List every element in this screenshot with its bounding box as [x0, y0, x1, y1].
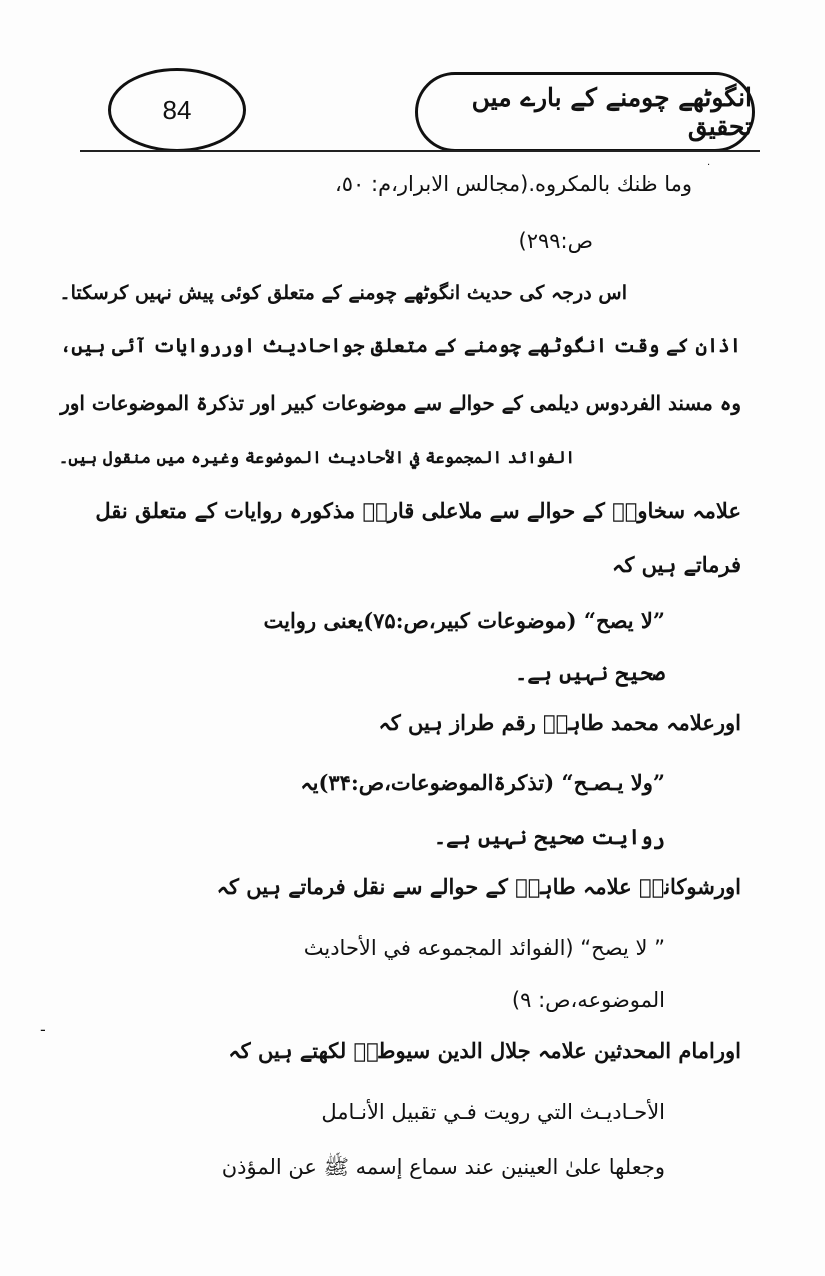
stray-dot: · [707, 160, 711, 171]
text-line: اورامام المحدثین علامہ جلال الدین سیوطیؒ لکھتے ہیں کہ [228, 1038, 741, 1063]
text-line: علامہ سخاویؒ کے حوالے سے ملاعلی قاریؒ مذکورہ روایات کے متعلق نقل [95, 498, 741, 523]
text-line: روایت صحیح نہیں ہے۔ [433, 824, 665, 849]
text-line: فرماتے ہیں کہ [612, 552, 741, 577]
text-line: ”لا یصح“ (موضوعات کبیر،ص:٧۵)یعنی روایت [263, 608, 665, 633]
text-line: صحیح نہیں ہے۔ [515, 660, 665, 685]
page-number: 84 [108, 68, 246, 152]
text-line: الموضوعه،ص: ٩) [511, 988, 665, 1012]
text-line: وجعلها علىٰ العينين عند سماع إسمه ﷺ عن المؤذن [221, 1155, 665, 1179]
text-line: الفوائد المجموعة في الأحاديث الموضوعة وغیرہ میں منقول ہیں۔ [58, 448, 575, 467]
text-line: وما ظنك بالمكروه.(مجالس الابرار،م: ٥٠، [334, 172, 692, 196]
text-line: اورشوکانیؒ علامہ طاہرؒ کے حوالے سے نقل فرماتے ہیں کہ [216, 874, 741, 899]
text-line: اذان کے وقت انگوٹھے چومنے کے متعلق جواحادیث اورروایات آئی ہیں، [59, 334, 741, 357]
running-title: انگوٹھے چومنے کے بارے میں تحقیق [415, 72, 755, 152]
text-line: ”ولا یـصـح“ (تذکرۃالموضوعات،ص:٣۴)یہ [300, 770, 665, 795]
text-line: ” لا يصح“ (الفوائد المجموعه في الأحاديث [303, 936, 665, 960]
text-line: وہ مسند الفردوس دیلمی کے حوالے سے موضوعات کبیر اور تذکرۃ الموضوعات اور [60, 391, 741, 415]
text-line: ص:٢٩٩) [518, 229, 593, 253]
text-line: اس درجہ کی حدیث انگوٹھے چومنے کے متعلق کوئی پیش نہیں کرسکتا۔ [59, 281, 627, 304]
text-line: اورعلامہ محمد طاہرؒ رقم طراز ہیں کہ [378, 710, 741, 735]
stray-dash: - [40, 1020, 46, 1039]
text-line: الأحـاديـث التي رويت فـي تقبيل الأنـامل [321, 1100, 665, 1124]
